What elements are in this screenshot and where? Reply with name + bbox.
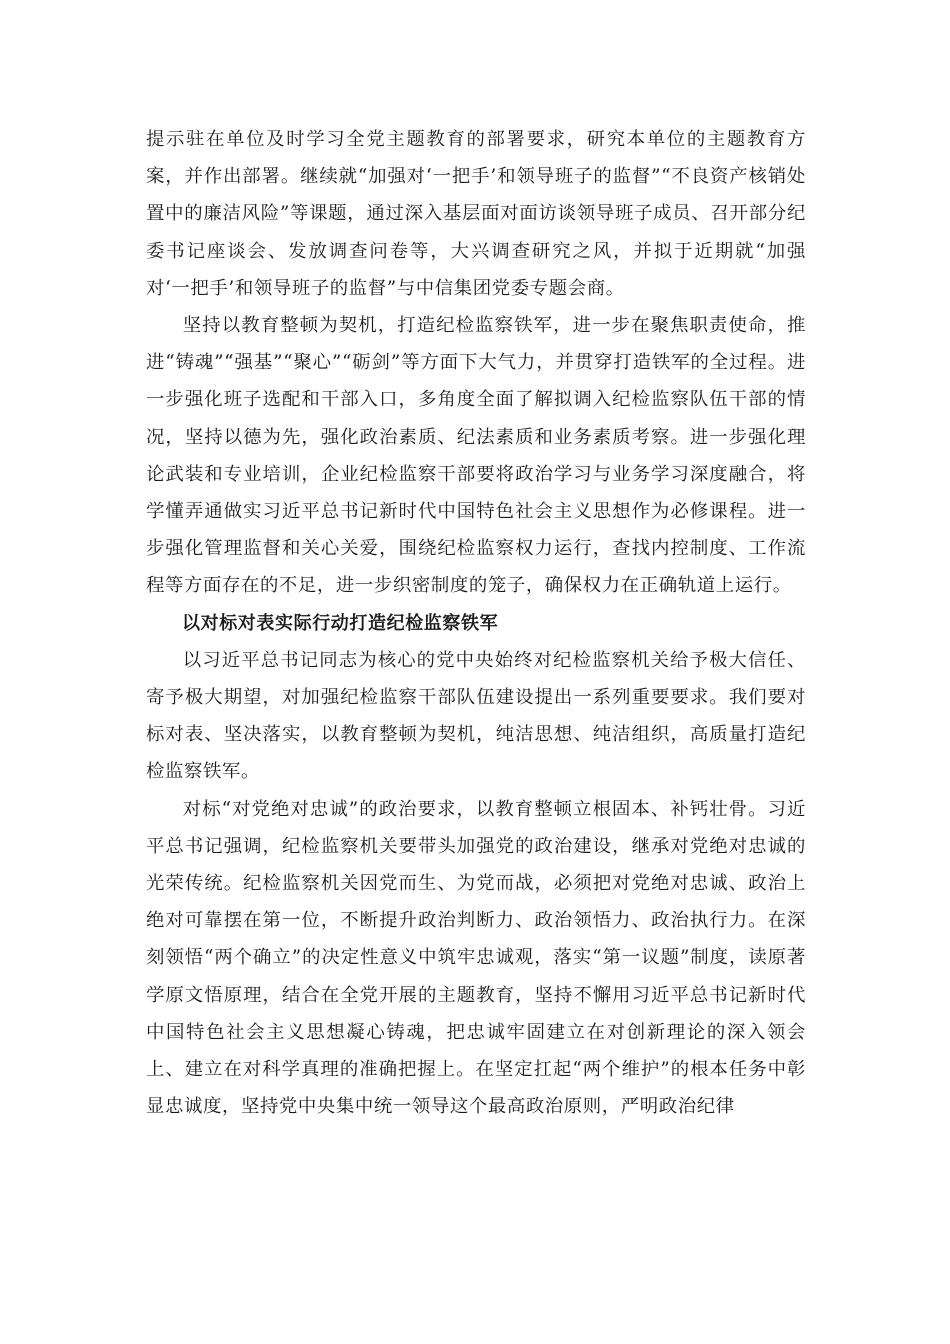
paragraph-iron-army: 坚持以教育整顿为契机，打造纪检监察铁军，进一步在聚焦职责使命，推进“铸魂”“强基”“聚心”“砺剑”等方面下大气力，并贯穿打造铁军的全过程。进一步强化班子选配和干部入口，多角度全面了解拟调入纪检监察队伍干部的情况，坚持以德为先，强化政治素质、纪法素质和业务素质考察。进一步强化理论武装和专业培训，企业纪检监察干部要将政治学习与业务学习深度融合，将学懂弄通做实习近平总书记新时代中国特色社会主义思想作为必修课程。进一步强化管理监督和关心关爱，围绕纪检监察权力运行，查找内控制度、工作流程等方面存在的不足，进一步织密制度的笼子，确保权力在正确轨道上运行。	[146, 315, 806, 597]
paragraph-continuation: 提示驻在单位及时学习全党主题教育的部署要求，研究本单位的主题教育方案，并作出部署。继续就“加强对‘一把手’和领导班子的监督”“不良资产核销处置中的廉洁风险”等课题，通过深入基层面对面访谈领导班子成员、召开部分纪委书记座谈会、发放调查问卷等，大兴调查研究之风，并拟于近期就“加强对‘一把手’和领导班子的监督”与中信集团党委专题会商。	[146, 129, 806, 299]
paragraph-central-committee: 以习近平总书记同志为核心的党中央始终对纪检监察机关给予极大信任、寄予极大期望，对加强纪检监察干部队伍建设提出一系列重要要求。我们要对标对表、坚决落实，以教育整顿为契机，纯洁思想、纯洁组织，高质量打造纪检监察铁军。	[146, 649, 806, 783]
document-body	[146, 121, 806, 1125]
paragraph-loyalty: 对标“对党绝对忠诚”的政治要求，以教育整顿立根固本、补钙壮骨。习近平总书记强调，纪检监察机关要带头加强党的政治建设，继承对党绝对忠诚的光荣传统。纪检监察机关因党而生、为党而战，必须把对党绝对忠诚、政治上绝对可靠摆在第一位，不断提升政治判断力、政治领悟力、政治执行力。在深刻领悟“两个确立”的决定性意义中筑牢忠诚观，落实“第一议题”制度，读原著学原文悟原理，结合在全党开展的主题教育，坚持不懈用习近平总书记新时代中国特色社会主义思想凝心铸魂，把忠诚牢固建立在对创新理论的深入领会上、建立在对科学真理的准确把握上。在坚定扛起“两个维护”的根本任务中彰显忠诚度，坚持党中央集中统一领导这个最高政治原则，严明政治纪律	[146, 798, 806, 1118]
section-heading: 以对标对表实际行动打造纪检监察铁军	[182, 612, 499, 634]
